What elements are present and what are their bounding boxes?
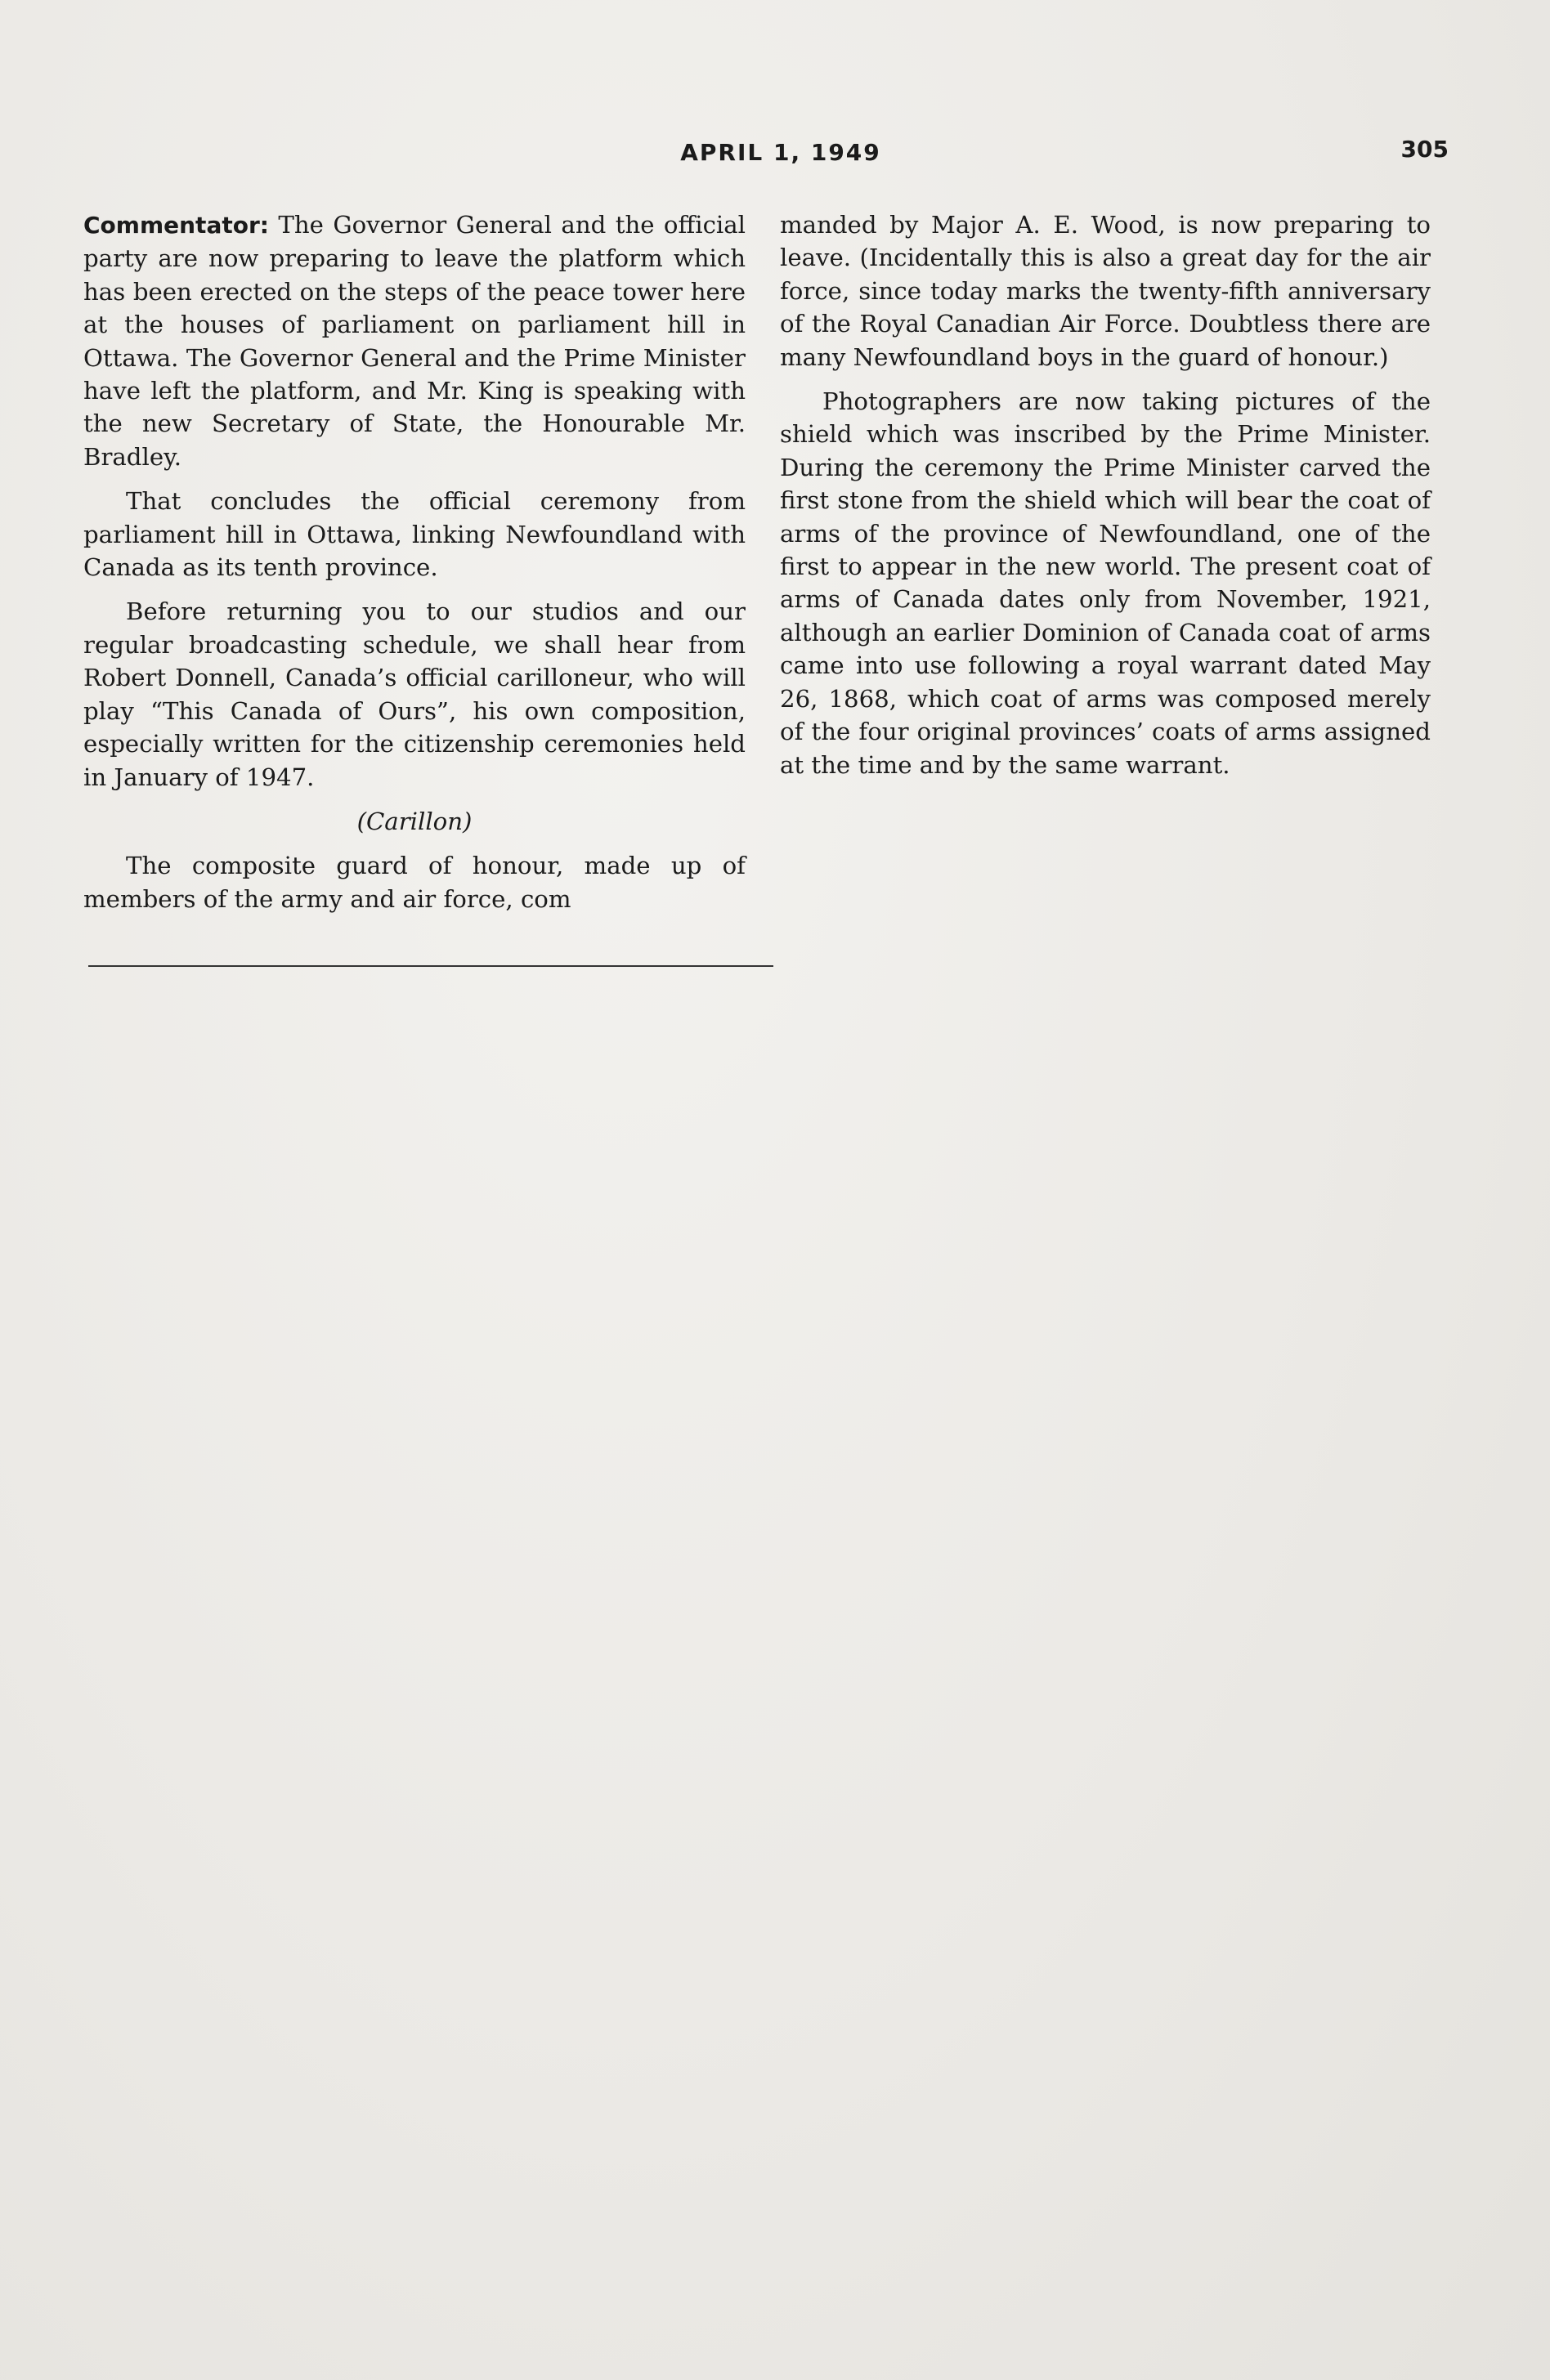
page-header [106, 136, 1455, 180]
right-column [780, 208, 1431, 793]
paragraph-photographers: Photographers are now taking pictures of the shield which was inscribed by the Prime Minister. During the ceremony the Prime Minister carved the first stone from the shield which will bear the coat of arms of the province of Newfoundland, one of the first to appear in the new world. The present coat of arms of Canada dates only from November, 1921, although an earlier Dominion of Canada coat of arms came into use following a royal warrant dated May 26, 1868, which coat of arms was composed merely of the four original provinces’ coats of arms assigned at the time and by the same warrant. [780, 387, 1431, 779]
left-column [83, 208, 746, 927]
stage-direction: (Carillon) [356, 807, 473, 835]
speaker-label: Commentator: [83, 212, 269, 239]
commentator-paragraph [83, 208, 746, 473]
paragraph-guard-continued: manded by Major A. E. Wood, is now preparing to leave. (Incidentally this is also a great day for the air force, since today marks the twenty-fifth anniversary of the Royal Canadian Air Force. Doubtless there are many Newfoundland boys in the guard of honour.) [780, 211, 1431, 371]
paragraph-ceremony-conclusion: That concludes the official ceremony from parliament hill in Ottawa, linking Newfoundland with Canada as its tenth province. [83, 487, 746, 582]
header-date: APRIL 1, 1949 [680, 139, 881, 166]
section-divider [88, 965, 773, 967]
page-number: 305 [1400, 136, 1449, 163]
paragraph-guard-of-honour: The composite guard of honour, made up of members of the army and air force, com [83, 852, 746, 913]
paragraph-carilloneur: Before returning you to our studios and our regular broadcasting schedule, we shall hear from Robert Donnell, Canada’s official carilloneur, who will play “This Canada of Ours”, his own composition, especially written for the citizenship ceremonies held in January of 1947. [83, 597, 746, 791]
paragraph-text: The Governor General and the official party are now preparing to leave the platform which has been erected on the steps of the peace tower here at the houses of parliament on parliament hill in Ottawa. The Governor General and the Prime Minister have left the platform, and Mr. King is speaking with the new Secretary of State, the Honourable Mr. Bradley. [83, 211, 746, 471]
